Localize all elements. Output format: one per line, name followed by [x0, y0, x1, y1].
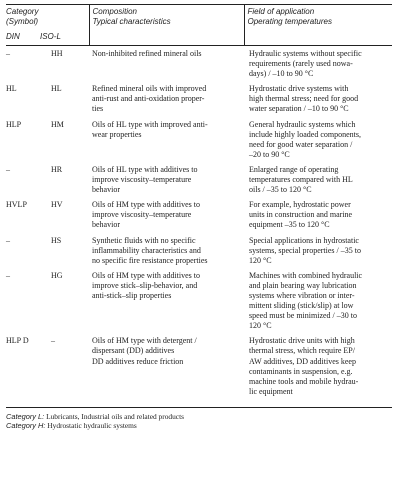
field-cell-line: temperatures compared with HL — [249, 175, 353, 185]
iso-cell — [40, 268, 89, 334]
footnote-label: Category H: — [6, 420, 46, 430]
footnotes — [6, 412, 394, 430]
category-header-line2: (Symbol) — [6, 17, 39, 26]
composition-cell — [89, 46, 244, 82]
din-cell — [6, 197, 40, 232]
field-cell — [244, 197, 392, 232]
composition-cell-line: dispersant (DD) additives — [92, 346, 175, 356]
iso-cell-text: HM — [51, 119, 64, 129]
field-cell-line: Special applications in hydrostatic — [249, 235, 359, 245]
din-cell-text: HLP D — [6, 336, 29, 346]
iso-cell-text: HV — [51, 200, 63, 210]
field-cell — [244, 46, 392, 82]
composition-cell-line: Non-inhibited refined mineral oils — [92, 49, 202, 58]
din-cell-text: – — [6, 49, 10, 58]
iso-cell — [40, 162, 89, 197]
composition-cell-line: behavior — [92, 220, 120, 230]
field-cell-line: 120 °C — [249, 321, 272, 331]
table-row — [6, 197, 392, 232]
composition-header-line2: Typical characteristics — [92, 17, 171, 26]
din-cell-text: – — [6, 235, 10, 245]
composition-cell-line: wear properties — [92, 129, 142, 139]
iso-cell — [40, 333, 89, 407]
din-cell-text: HL — [6, 84, 17, 94]
field-cell-line: days) / –10 to 90 °C — [249, 69, 314, 79]
din-cell — [6, 233, 40, 268]
iso-cell — [40, 81, 89, 116]
composition-cell-line: improve stick–slip-behavior, and — [92, 280, 198, 290]
table-row — [6, 333, 392, 407]
field-cell-line: AW additives, DD additives keep — [249, 356, 356, 366]
composition-cell — [89, 197, 244, 232]
field-cell-line: Hydraulic systems without specific — [249, 49, 362, 58]
composition-cell — [89, 333, 244, 407]
din-cell — [6, 81, 40, 116]
field-cell-line: For example, hydrostatic power — [249, 200, 351, 210]
field-cell-line: requirements (rarely used nowa- — [249, 59, 353, 69]
composition-header-line1: Composition — [92, 7, 137, 16]
composition-cell-line: improve viscosity–temperature — [92, 210, 192, 220]
composition-cell-line: Oils of HL type with improved anti- — [92, 119, 208, 129]
table-row — [6, 81, 392, 116]
field-cell — [244, 117, 392, 162]
composition-cell-line: anti-rust and anti-oxidation proper- — [92, 94, 205, 104]
category-header-line1: Category — [6, 7, 39, 16]
din-cell — [6, 162, 40, 197]
composition-cell — [89, 162, 244, 197]
table-row — [6, 46, 392, 82]
composition-cell-line: Oils of HL type with additives to — [92, 164, 198, 174]
field-cell-line: systems, special properties / –35 to — [249, 245, 361, 255]
field-cell-line: speed must be minimized / –30 to — [249, 311, 357, 321]
field-cell-line: oils / –35 to 120 °C — [249, 185, 312, 195]
iso-cell-text: HS — [51, 235, 62, 245]
composition-cell-line: Oils of HM type with additives to — [92, 270, 200, 280]
composition-cell-line: ties — [92, 104, 104, 114]
field-cell — [244, 333, 392, 407]
footnote-category-l — [6, 412, 394, 421]
iso-cell — [40, 117, 89, 162]
field-cell-line: –20 to 90 °C — [249, 149, 290, 159]
field-cell-line: Machines with combined hydraulic — [249, 270, 363, 280]
field-cell-line: 120 °C — [249, 255, 272, 265]
footnote-category-h — [6, 421, 394, 430]
table-header-row — [6, 5, 392, 31]
field-cell — [244, 268, 392, 334]
din-cell — [6, 46, 40, 82]
field-cell-line: and plain bearing way lubrication — [249, 280, 357, 290]
field-cell-line: systems where vibration or inter- — [249, 290, 355, 300]
composition-cell — [89, 233, 244, 268]
composition-cell-line: no specific fire resistance properties — [92, 255, 208, 265]
field-cell-line: General hydraulic systems which — [249, 119, 356, 129]
table-subheader-row — [6, 30, 392, 46]
field-cell-line: units in construction and marine — [249, 210, 353, 220]
field-cell-line: mittent sliding (stick/slip) at low — [249, 301, 354, 311]
footnote-label: Category L: — [6, 411, 45, 421]
composition-cell-line: improve viscosity–temperature — [92, 175, 192, 185]
composition-cell-line: behavior — [92, 185, 120, 195]
composition-header — [89, 5, 244, 31]
composition-cell-line: DD additives reduce friction — [92, 356, 184, 366]
field-header — [244, 5, 392, 31]
iso-cell-text: HR — [51, 164, 63, 174]
iso-cell-text: HL — [51, 84, 62, 94]
composition-cell-line: anti-stick–slip properties — [92, 290, 172, 300]
composition-cell — [89, 81, 244, 116]
composition-cell — [89, 117, 244, 162]
table-row — [6, 117, 392, 162]
field-header-line2: Operating temperatures — [247, 17, 332, 26]
field-cell — [244, 81, 392, 116]
iso-cell-text: HH — [51, 49, 63, 58]
din-header: DIN — [6, 30, 40, 46]
field-cell-line: contaminants in suspension, e.g. — [249, 366, 353, 376]
din-cell — [6, 333, 40, 407]
iso-cell — [40, 233, 89, 268]
field-cell-line: lic equipment — [249, 386, 293, 396]
table-row — [6, 233, 392, 268]
field-cell-line: equipment –35 to 120 °C — [249, 220, 330, 230]
field-cell-line: thermal stress, which require EP/ — [249, 346, 355, 356]
category-header — [6, 5, 89, 31]
din-cell-text: – — [6, 164, 10, 174]
table-row — [6, 268, 392, 334]
iso-header: ISO-L — [40, 30, 89, 46]
iso-cell — [40, 46, 89, 82]
field-cell-line: need for good water separation / — [249, 139, 353, 149]
field-cell — [244, 233, 392, 268]
din-cell-text: HVLP — [6, 200, 27, 210]
din-cell — [6, 117, 40, 162]
iso-cell — [40, 197, 89, 232]
field-cell-line: high thermal stress; need for good — [249, 94, 359, 104]
field-header-line1: Field of application — [247, 7, 315, 16]
field-cell — [244, 162, 392, 197]
field-cell-line: machine tools and mobile hydrau- — [249, 376, 359, 386]
hydraulic-fluid-table — [6, 4, 392, 408]
field-subheader-spacer — [244, 30, 392, 46]
footnote-text: Hydrostatic hydraulic systems — [47, 420, 137, 430]
field-cell-line: Enlarged range of operating — [249, 164, 339, 174]
din-cell-text: HLP — [6, 119, 22, 129]
field-cell-line: water separation / –10 to 90 °C — [249, 104, 349, 114]
iso-cell-text: – — [51, 336, 55, 346]
composition-cell-line: Oils of HM type with detergent / — [92, 336, 197, 346]
table-body — [6, 46, 392, 408]
composition-subheader-spacer — [89, 30, 244, 46]
field-cell-line: include highly loaded components, — [249, 129, 361, 139]
table-row — [6, 162, 392, 197]
field-cell-line: Hydrostatic drive units with high — [249, 336, 355, 346]
field-cell-line: Hydrostatic drive systems with — [249, 84, 349, 94]
composition-cell-line: inflammability characteristics and — [92, 245, 201, 255]
composition-cell-line: Synthetic fluids with no specific — [92, 235, 196, 245]
din-cell-text: – — [6, 270, 10, 280]
composition-cell — [89, 268, 244, 334]
din-cell — [6, 268, 40, 334]
document-page — [6, 4, 394, 430]
composition-cell-line: Oils of HM type with additives to — [92, 200, 200, 210]
composition-cell-line: Refined mineral oils with improved — [92, 84, 207, 94]
iso-cell-text: HG — [51, 270, 63, 280]
footnote-text: Lubricants, Industrial oils and related products — [46, 411, 184, 421]
